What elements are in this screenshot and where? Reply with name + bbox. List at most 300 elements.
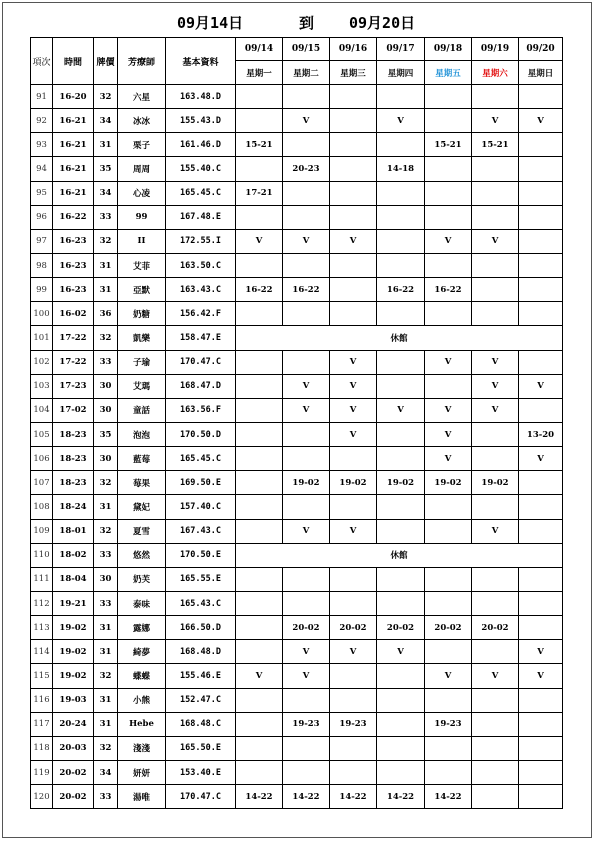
schedule-cell [425,519,472,543]
row-basic-info: 168.48.D [166,640,236,664]
schedule-cell: 16-22 [425,278,472,302]
row-index: 103 [31,374,53,398]
schedule-cell [519,181,563,205]
schedule-cell [519,712,563,736]
row-basic-info: 165.45.C [166,447,236,471]
schedule-cell [330,181,377,205]
schedule-cell: 14-22 [236,785,283,809]
schedule-cell [283,422,330,446]
schedule-cell: V [425,350,472,374]
schedule-cell: 15-21 [472,133,519,157]
table-row [31,519,563,543]
schedule-cell [330,157,377,181]
row-count: 33 [94,350,118,374]
row-time: 20-02 [53,785,94,809]
schedule-cell: 20-02 [472,616,519,640]
table-row [31,398,563,422]
schedule-cell [236,205,283,229]
row-therapist-name: 奶芙 [118,567,166,591]
row-basic-info: 161.46.D [166,133,236,157]
row-therapist-name: 莓果 [118,471,166,495]
row-time: 16-23 [53,253,94,277]
schedule-cell [236,736,283,760]
schedule-cell [425,302,472,326]
schedule-cell: V [330,229,377,253]
schedule-cell [236,109,283,133]
schedule-cell [472,422,519,446]
table-row [31,157,563,181]
schedule-cell: V [236,664,283,688]
header-weekday: 星期四 [377,61,425,85]
schedule-cell [236,495,283,519]
schedule-cell [283,495,330,519]
schedule-cell [330,760,377,784]
row-index: 117 [31,712,53,736]
schedule-cell: V [330,640,377,664]
schedule-cell [377,760,425,784]
schedule-cell [377,350,425,374]
schedule-cell: 13-20 [519,422,563,446]
row-therapist-name: 悠然 [118,543,166,567]
schedule-cell: V [377,640,425,664]
schedule-cell [377,495,425,519]
title-start-date: 09月14日 [177,14,244,32]
schedule-cell [236,760,283,784]
row-time: 18-23 [53,422,94,446]
schedule-cell [377,519,425,543]
schedule-cell: V [377,398,425,422]
row-count: 31 [94,688,118,712]
schedule-cell [330,109,377,133]
row-count: 34 [94,109,118,133]
schedule-cell [283,181,330,205]
schedule-cell [236,567,283,591]
schedule-cell [236,471,283,495]
schedule-cell [519,591,563,615]
schedule-cell: V [472,398,519,422]
row-basic-info: 163.50.C [166,253,236,277]
row-count: 33 [94,543,118,567]
schedule-cell: 20-23 [283,157,330,181]
schedule-cell [377,302,425,326]
schedule-cell [236,712,283,736]
schedule-cell [472,688,519,712]
row-basic-info: 169.50.E [166,471,236,495]
schedule-cell [519,471,563,495]
table-row [31,229,563,253]
schedule-cell [377,422,425,446]
row-closed-note: 休館 [236,326,563,350]
row-basic-info: 170.47.C [166,350,236,374]
schedule-cell [377,85,425,109]
schedule-cell: V [472,229,519,253]
table-row [31,447,563,471]
schedule-cell: V [283,398,330,422]
schedule-cell [519,495,563,519]
schedule-cell [283,760,330,784]
schedule-cell [519,760,563,784]
row-index: 106 [31,447,53,471]
row-basic-info: 170.47.C [166,785,236,809]
schedule-cell: 20-02 [330,616,377,640]
schedule-cell [472,302,519,326]
row-therapist-name: 童話 [118,398,166,422]
row-therapist-name: 泡泡 [118,422,166,446]
schedule-cell [330,253,377,277]
row-count: 32 [94,326,118,350]
table-row [31,133,563,157]
schedule-cell [519,350,563,374]
row-count: 34 [94,181,118,205]
schedule-cell [425,109,472,133]
row-therapist-name: 蝶蝶 [118,664,166,688]
row-index: 91 [31,85,53,109]
table-row [31,374,563,398]
header-index: 項次 [31,38,53,85]
schedule-cell: V [283,374,330,398]
schedule-cell: 19-23 [330,712,377,736]
row-time: 16-21 [53,133,94,157]
row-basic-info: 170.50.D [166,422,236,446]
schedule-cell [425,205,472,229]
row-count: 36 [94,302,118,326]
schedule-cell: 14-22 [377,785,425,809]
row-time: 16-21 [53,109,94,133]
schedule-cell [519,302,563,326]
schedule-cell [425,760,472,784]
header-date: 09/17 [377,38,425,61]
row-time: 16-20 [53,85,94,109]
row-therapist-name: 艾瑪 [118,374,166,398]
schedule-cell [472,278,519,302]
header-count: 牌價 [94,38,118,85]
schedule-cell [330,205,377,229]
schedule-cell [236,519,283,543]
schedule-cell [236,253,283,277]
schedule-cell: V [472,350,519,374]
row-therapist-name: 小熊 [118,688,166,712]
schedule-cell [472,567,519,591]
row-time: 16-21 [53,157,94,181]
row-time: 16-23 [53,278,94,302]
schedule-cell [283,205,330,229]
table-row [31,253,563,277]
row-time: 19-21 [53,591,94,615]
row-count: 31 [94,278,118,302]
row-basic-info: 167.43.C [166,519,236,543]
schedule-cell [519,567,563,591]
schedule-cell: V [283,519,330,543]
schedule-cell: 16-22 [377,278,425,302]
schedule-cell: V [425,422,472,446]
row-index: 101 [31,326,53,350]
row-therapist-name: Hebe [118,712,166,736]
schedule-cell: 14-18 [377,157,425,181]
schedule-cell [283,302,330,326]
schedule-cell [283,591,330,615]
table-row [31,785,563,809]
schedule-cell [377,688,425,712]
schedule-cell: V [472,519,519,543]
row-therapist-name: 周周 [118,157,166,181]
row-therapist-name: 綺夢 [118,640,166,664]
row-count: 31 [94,616,118,640]
schedule-cell [425,688,472,712]
schedule-table [30,37,563,809]
schedule-cell: V [425,664,472,688]
row-time: 18-24 [53,495,94,519]
table-row [31,422,563,446]
schedule-cell: 14-22 [330,785,377,809]
schedule-cell [377,447,425,471]
row-time: 20-24 [53,712,94,736]
table-row [31,326,563,350]
table-row [31,664,563,688]
schedule-cell [377,374,425,398]
schedule-cell [519,736,563,760]
schedule-cell: V [330,374,377,398]
schedule-cell: 19-02 [377,471,425,495]
row-index: 107 [31,471,53,495]
schedule-cell [425,591,472,615]
row-basic-info: 163.56.F [166,398,236,422]
table-row [31,616,563,640]
schedule-cell [519,398,563,422]
row-index: 113 [31,616,53,640]
schedule-cell: 20-02 [283,616,330,640]
schedule-cell [236,302,283,326]
schedule-cell [472,181,519,205]
schedule-cell: V [519,109,563,133]
row-time: 20-03 [53,736,94,760]
row-count: 35 [94,422,118,446]
schedule-cell: V [330,398,377,422]
schedule-cell: V [330,519,377,543]
row-index: 108 [31,495,53,519]
schedule-cell [377,736,425,760]
schedule-cell [236,422,283,446]
schedule-cell: V [472,664,519,688]
row-count: 31 [94,640,118,664]
header-date: 09/14 [236,38,283,61]
schedule-cell: V [519,447,563,471]
row-basic-info: 153.40.E [166,760,236,784]
row-index: 96 [31,205,53,229]
schedule-cell [519,85,563,109]
row-count: 31 [94,133,118,157]
row-therapist-name: 露娜 [118,616,166,640]
header-name: 芳療師 [118,38,166,85]
schedule-cell [236,591,283,615]
schedule-cell [330,133,377,157]
schedule-cell [283,85,330,109]
schedule-cell [377,253,425,277]
schedule-cell: V [377,109,425,133]
row-basic-info: 155.40.C [166,157,236,181]
schedule-cell [330,495,377,519]
schedule-cell [377,133,425,157]
schedule-cell: V [425,447,472,471]
row-index: 92 [31,109,53,133]
row-time: 18-02 [53,543,94,567]
table-row [31,567,563,591]
row-time: 17-22 [53,326,94,350]
schedule-cell [236,688,283,712]
row-time: 18-23 [53,447,94,471]
schedule-cell [425,495,472,519]
row-index: 112 [31,591,53,615]
row-therapist-name: 艾菲 [118,253,166,277]
row-index: 120 [31,785,53,809]
row-index: 115 [31,664,53,688]
row-time: 18-04 [53,567,94,591]
row-count: 33 [94,785,118,809]
schedule-cell [330,688,377,712]
row-time: 18-23 [53,471,94,495]
table-row [31,736,563,760]
schedule-cell: 15-21 [425,133,472,157]
row-count: 30 [94,567,118,591]
schedule-cell: 19-02 [283,471,330,495]
table-row [31,688,563,712]
row-basic-info: 163.43.C [166,278,236,302]
row-count: 35 [94,157,118,181]
schedule-cell [519,229,563,253]
row-therapist-name: 心凌 [118,181,166,205]
header-date: 09/15 [283,38,330,61]
schedule-cell: V [425,229,472,253]
row-count: 32 [94,664,118,688]
row-count: 30 [94,374,118,398]
schedule-cell [425,181,472,205]
schedule-cell [425,157,472,181]
table-row [31,495,563,519]
table-row [31,471,563,495]
row-count: 32 [94,519,118,543]
schedule-cell [236,374,283,398]
row-time: 17-22 [53,350,94,374]
row-therapist-name: 妍妍 [118,760,166,784]
header-date: 09/19 [472,38,519,61]
schedule-cell [519,616,563,640]
schedule-cell [472,712,519,736]
schedule-cell [377,664,425,688]
row-therapist-name: 凱樂 [118,326,166,350]
row-count: 32 [94,471,118,495]
schedule-title [0,12,596,36]
row-index: 97 [31,229,53,253]
row-basic-info: 158.47.E [166,326,236,350]
row-index: 94 [31,157,53,181]
row-count: 32 [94,736,118,760]
schedule-cell [236,85,283,109]
schedule-cell: V [283,640,330,664]
schedule-cell: V [330,422,377,446]
schedule-cell: V [330,350,377,374]
row-index: 109 [31,519,53,543]
row-time: 18-01 [53,519,94,543]
row-basic-info: 165.50.E [166,736,236,760]
row-index: 95 [31,181,53,205]
row-index: 93 [31,133,53,157]
row-index: 111 [31,567,53,591]
header-weekday: 星期二 [283,61,330,85]
title-to: 到 [299,14,315,32]
row-basic-info: 165.45.C [166,181,236,205]
row-basic-info: 166.50.D [166,616,236,640]
row-therapist-name: II [118,229,166,253]
row-index: 99 [31,278,53,302]
row-therapist-name: 六星 [118,85,166,109]
schedule-cell: V [519,374,563,398]
schedule-cell [236,447,283,471]
row-index: 119 [31,760,53,784]
row-therapist-name: 栗子 [118,133,166,157]
table-row [31,760,563,784]
row-time: 19-02 [53,640,94,664]
schedule-cell: V [283,109,330,133]
row-basic-info: 167.48.E [166,205,236,229]
row-therapist-name: 藍莓 [118,447,166,471]
schedule-cell: 16-22 [283,278,330,302]
row-index: 118 [31,736,53,760]
schedule-cell [283,350,330,374]
header-info: 基本資料 [166,38,236,85]
schedule-cell [377,181,425,205]
schedule-cell [425,85,472,109]
row-closed-note: 休館 [236,543,563,567]
schedule-cell: V [472,109,519,133]
schedule-cell [519,253,563,277]
row-basic-info: 168.47.D [166,374,236,398]
schedule-cell [377,567,425,591]
row-basic-info: 156.42.F [166,302,236,326]
row-count: 33 [94,205,118,229]
row-count: 31 [94,253,118,277]
schedule-cell [425,640,472,664]
schedule-cell [425,736,472,760]
schedule-cell: 19-23 [425,712,472,736]
row-basic-info: 163.48.D [166,85,236,109]
row-time: 19-02 [53,616,94,640]
schedule-cell: 15-21 [236,133,283,157]
schedule-cell [519,785,563,809]
schedule-cell [377,205,425,229]
schedule-cell [377,229,425,253]
schedule-cell [472,495,519,519]
table-row [31,205,563,229]
schedule-cell: 14-22 [425,785,472,809]
row-index: 110 [31,543,53,567]
row-time: 16-21 [53,181,94,205]
row-time: 17-02 [53,398,94,422]
schedule-cell: 17-21 [236,181,283,205]
row-therapist-name: 泰味 [118,591,166,615]
row-time: 19-03 [53,688,94,712]
row-time: 19-02 [53,664,94,688]
row-count: 30 [94,398,118,422]
row-therapist-name: 亞默 [118,278,166,302]
row-therapist-name: 子瑜 [118,350,166,374]
schedule-cell [330,591,377,615]
row-basic-info: 155.43.D [166,109,236,133]
schedule-cell [472,640,519,664]
row-count: 31 [94,712,118,736]
header-weekday: 星期五 [425,61,472,85]
row-index: 116 [31,688,53,712]
header-date: 09/20 [519,38,563,61]
header-weekday: 星期三 [330,61,377,85]
